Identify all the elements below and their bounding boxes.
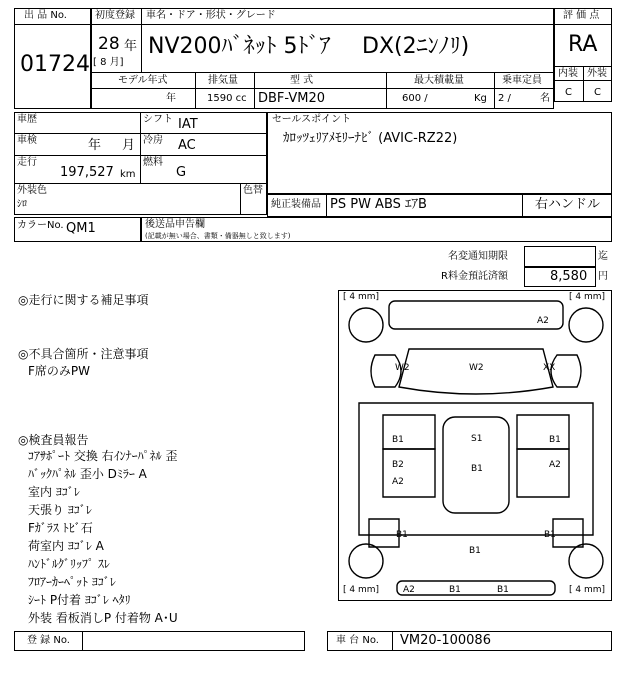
mark-front-bumper: A2 <box>537 316 549 326</box>
exterior-label: 外装 <box>587 68 607 79</box>
right-rear-door <box>517 449 569 497</box>
inspector-line: ｺｱｻﾎﾟｰﾄ 交換 右ｲﾝﾅｰﾊﾟﾈﾙ 歪 <box>28 449 178 463</box>
capacity-label: 乗車定員 <box>502 75 542 86</box>
tire-rear-left <box>349 544 383 578</box>
capacity-value: 2 / <box>498 93 511 104</box>
inspector-line: 外装 看板消しP 付着物 A･U <box>28 611 178 625</box>
mileage-value: 197,527 <box>60 165 114 180</box>
interior-score: C <box>565 87 572 98</box>
driving-notes-title: ◎走行に関する補足事項 <box>18 293 149 307</box>
recycle-unit: 円 <box>598 271 608 282</box>
fuel-label: 燃料 <box>143 157 163 168</box>
color-number-label: カラーNo. <box>17 220 64 231</box>
car-diagram <box>338 290 612 601</box>
tire-depth-front-left: [ 4 mm] <box>343 292 380 302</box>
inspection-month-unit: 月 <box>122 138 136 153</box>
max-load-unit: Kg <box>474 93 487 104</box>
registration-number-label: 登 録 No. <box>27 635 70 646</box>
chassis-number-label: 車 台 No. <box>336 635 379 646</box>
tire-depth-front-right: [ 4 mm] <box>569 292 606 302</box>
inspector-line: 荷室内 ﾖｺﾞﾚ A <box>28 539 104 553</box>
interior-label: 内装 <box>558 68 578 79</box>
mark-roof: S1 <box>471 434 483 444</box>
aircon-label: 冷房 <box>143 135 163 146</box>
left-front-door <box>383 415 435 449</box>
right-rear-quarter <box>553 519 583 547</box>
inspector-line: 室内 ﾖｺﾞﾚ <box>28 485 80 499</box>
mark-left-rear: B1 <box>396 530 408 540</box>
tire-front-left <box>349 308 383 342</box>
inspector-line: ｼｰﾄ P付着 ﾖｺﾞﾚ ﾍﾀﾘ <box>28 593 131 607</box>
mark-rear-bumper-center: B1 <box>449 585 461 595</box>
lot-number-label: 出 品 No. <box>24 10 67 21</box>
mark-right-front: XX <box>543 363 556 373</box>
name-change-unit: 迄 <box>598 251 608 262</box>
max-load-value: 600 / <box>402 93 428 104</box>
sales-point: ｶﾛｯﾂｪﾘｱﾒﾓﾘｰﾅﾋﾞ (AVIC-RZ22) <box>283 131 458 146</box>
retrofit-note: (記載が無い場合、書類・備器無しと致します) <box>145 232 291 240</box>
mark-rear-bumper-left: A2 <box>403 585 415 595</box>
repaint-label: 色替 <box>243 185 263 196</box>
steering-side: 右ハンドル <box>535 197 601 212</box>
inspection-year-unit: 年 <box>88 138 102 153</box>
inspector-title: ◎検査員報告 <box>18 433 89 447</box>
capacity-unit: 名 <box>540 93 550 104</box>
car-diagram-svg <box>339 291 613 602</box>
tire-front-right <box>569 308 603 342</box>
fuel-value: G <box>176 165 187 180</box>
mark-center-body: B1 <box>471 464 483 474</box>
inspector-line: ﾊﾝﾄﾞﾙｸﾞﾘｯﾌﾟ ｽﾚ <box>28 557 110 571</box>
rear-bumper <box>397 581 555 595</box>
left-rear-door <box>383 449 435 497</box>
name-change-label: 名変通知期限 <box>448 251 508 262</box>
exterior-color-label: 外装色 <box>17 185 47 196</box>
chassis-number: VM20-100086 <box>400 633 491 648</box>
recycle-label: R料金預託済額 <box>441 271 508 282</box>
vehicle-type: DBF-VM20 <box>258 91 325 106</box>
max-load-label: 最大積載量 <box>414 75 464 86</box>
lot-number: 01724 <box>20 52 90 77</box>
shift-value: IAT <box>178 117 198 132</box>
registration-year: 28 <box>98 34 120 54</box>
mark-left-front: W2 <box>395 363 410 373</box>
recycle-amount: 8,580 <box>550 269 588 284</box>
tire-depth-rear-right: [ 4 mm] <box>569 585 606 595</box>
displacement-label: 排気量 <box>208 75 238 86</box>
mark-rear-bumper-right: B1 <box>497 585 509 595</box>
inspector-line: ﾊﾞｯｸﾊﾟﾈﾙ 歪小 Dﾐﾗｰ A <box>28 467 147 481</box>
mark-right-front-door: B1 <box>549 435 561 445</box>
left-rear-quarter <box>369 519 399 547</box>
registration-month: [ 8 月] <box>93 57 124 68</box>
grade-score: RA <box>568 32 598 57</box>
mileage-label: 走行 <box>17 157 37 168</box>
registration-year-unit: 年 <box>124 39 138 54</box>
mileage-unit: km <box>120 169 136 180</box>
car-grade: DX(2ﾆﾝﾉﾘ) <box>362 34 470 59</box>
retrofit-label: 後送品申告欄 <box>145 219 205 230</box>
mark-left-front-door: B1 <box>392 435 404 445</box>
exterior-score: C <box>594 87 601 98</box>
sales-point-label: セールスポイント <box>272 114 352 125</box>
grade-label: 評 価 点 <box>563 10 600 21</box>
mark-right-rear-door: A2 <box>549 460 561 470</box>
aircon-value: AC <box>178 138 196 153</box>
right-front-door <box>517 415 569 449</box>
first-registration-label: 初度登録 <box>95 10 135 21</box>
name-change-box <box>524 246 596 267</box>
displacement-value: 1590 cc <box>207 93 247 104</box>
mark-left-rear-door-2: A2 <box>392 477 404 487</box>
color-number: QM1 <box>66 221 96 236</box>
tire-rear-right <box>569 544 603 578</box>
defects-title: ◎不具合箇所・注意事項 <box>18 347 149 361</box>
exterior-color: ｼﾛ <box>17 199 27 210</box>
car-name: NV200ﾊﾞﾈｯﾄ 5ﾄﾞｱ <box>148 34 331 59</box>
inspector-line: 天張り ﾖｺﾞﾚ <box>28 503 92 517</box>
equipment-list: PS PW ABS ｴｱB <box>330 197 427 212</box>
mark-right-rear: B1 <box>544 530 556 540</box>
tire-depth-rear-left: [ 4 mm] <box>343 585 380 595</box>
model-year-label: モデル年式 <box>118 75 168 86</box>
inspector-line: ﾌﾛｱｰｶｰﾍﾟｯﾄ ﾖｺﾞﾚ <box>28 575 116 589</box>
defects-text: F席のみPW <box>28 364 91 378</box>
mark-left-rear-door-1: B2 <box>392 460 404 470</box>
type-label: 型 式 <box>290 75 314 86</box>
shift-label: シフト <box>143 114 173 125</box>
history-label: 車歴 <box>17 114 37 125</box>
mark-rear-body: B1 <box>469 546 481 556</box>
mark-windshield: W2 <box>469 363 484 373</box>
inspector-line: Fｶﾞﾗｽ ﾄﾋﾞ石 <box>28 521 93 535</box>
equipment-label: 純正装備品 <box>271 199 321 210</box>
inspection-label: 車検 <box>17 135 37 146</box>
vehicle-spec-label: 車名・ドア・形状・グレード <box>146 10 276 21</box>
model-year-unit: 年 <box>166 93 176 104</box>
right-front-panel <box>551 355 581 387</box>
